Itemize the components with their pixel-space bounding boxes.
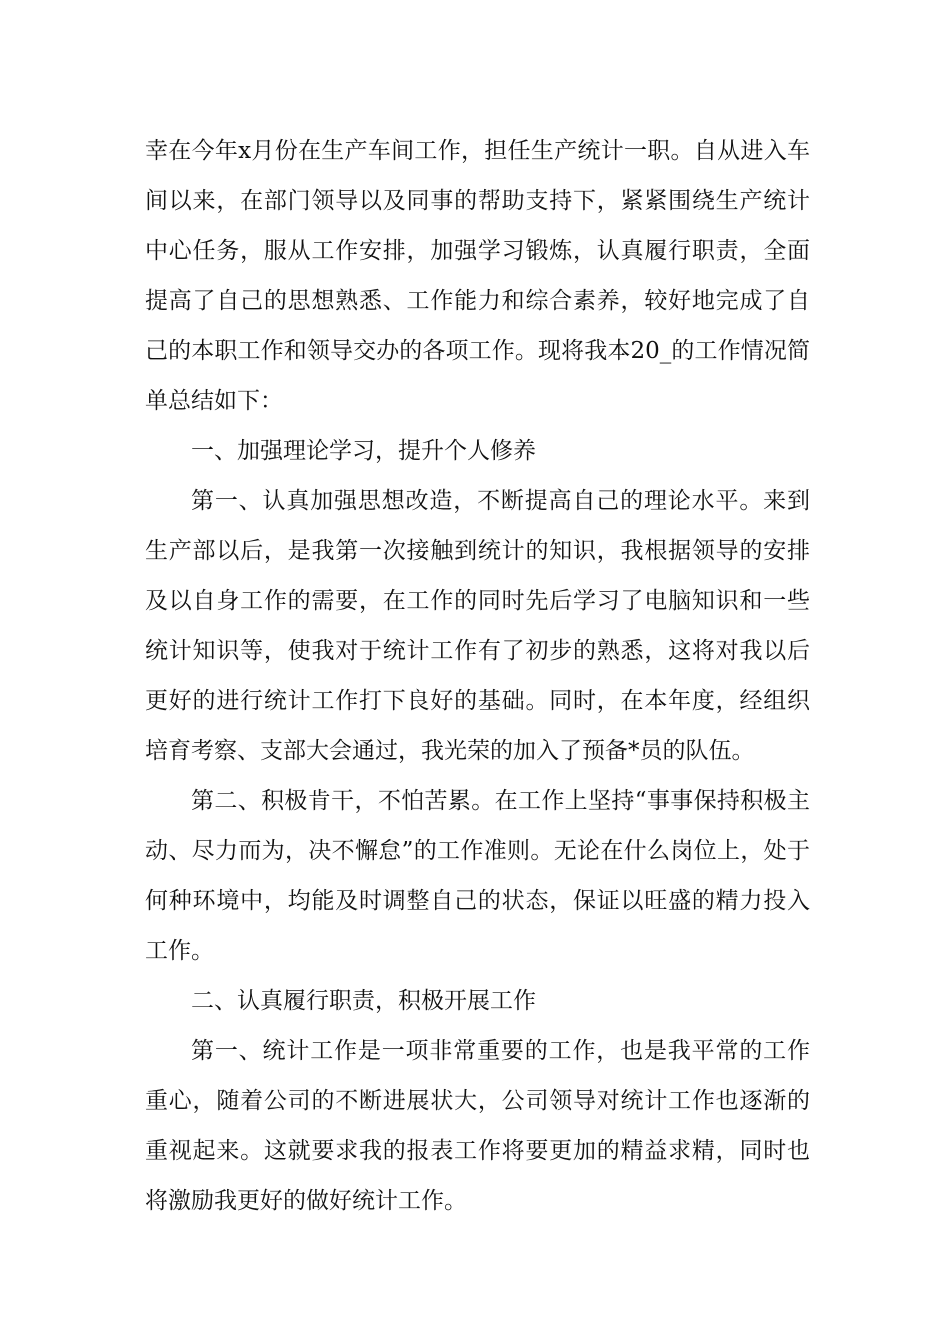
paragraph-2-1: 第一、统计工作是一项非常重要的工作，也是我平常的工作重心，随着公司的不断进展状大，公司领导对统计工作也逐渐的重视起来。这就要求我的报表工作将要更加的精益求精，同时也将激励我更好的做好统计工作。 [145,1038,810,1214]
paragraph-1-2: 第二、积极肯干，不怕苦累。在工作上坚持“事事保持积极主动、尽力而为，决不懈怠”的工作准则。无论在什么岗位上，处于何种环境中，均能及时调整自己的状态，保证以旺盛的精力投入工作。 [145,788,810,964]
paragraph-1-1: 第一、认真加强思想改造，不断提高自己的理论水平。来到生产部以后，是我第一次接触到统计的知识，我根据领导的安排及以自身工作的需要，在工作的同时先后学习了电脑知识和一些统计知识等，使我对于统计工作有了初步的熟悉，这将对我以后更好的进行统计工作打下良好的基础。同时，在本年度，经组织培育考察、支部大会通过，我光荣的加入了预备*员的队伍。 [145,488,810,764]
section-heading-2: 二、认真履行职责，积极开展工作 [191,988,536,1014]
paragraph-intro: 幸在今年x月份在生产车间工作，担任生产统计一职。自从进入车间以来，在部门领导以及同事的帮助支持下，紧紧围绕生产统计中心任务，服从工作安排，加强学习锻炼，认真履行职责，全面提高了自己的思想熟悉、工作能力和综合素养，较好地完成了自己的本职工作和领导交办的各项工作。现将我本20_的工作情况简单总结如下： [145,138,810,414]
section-heading-1: 一、加强理论学习，提升个人修养 [191,438,536,464]
document-body [145,126,810,1226]
